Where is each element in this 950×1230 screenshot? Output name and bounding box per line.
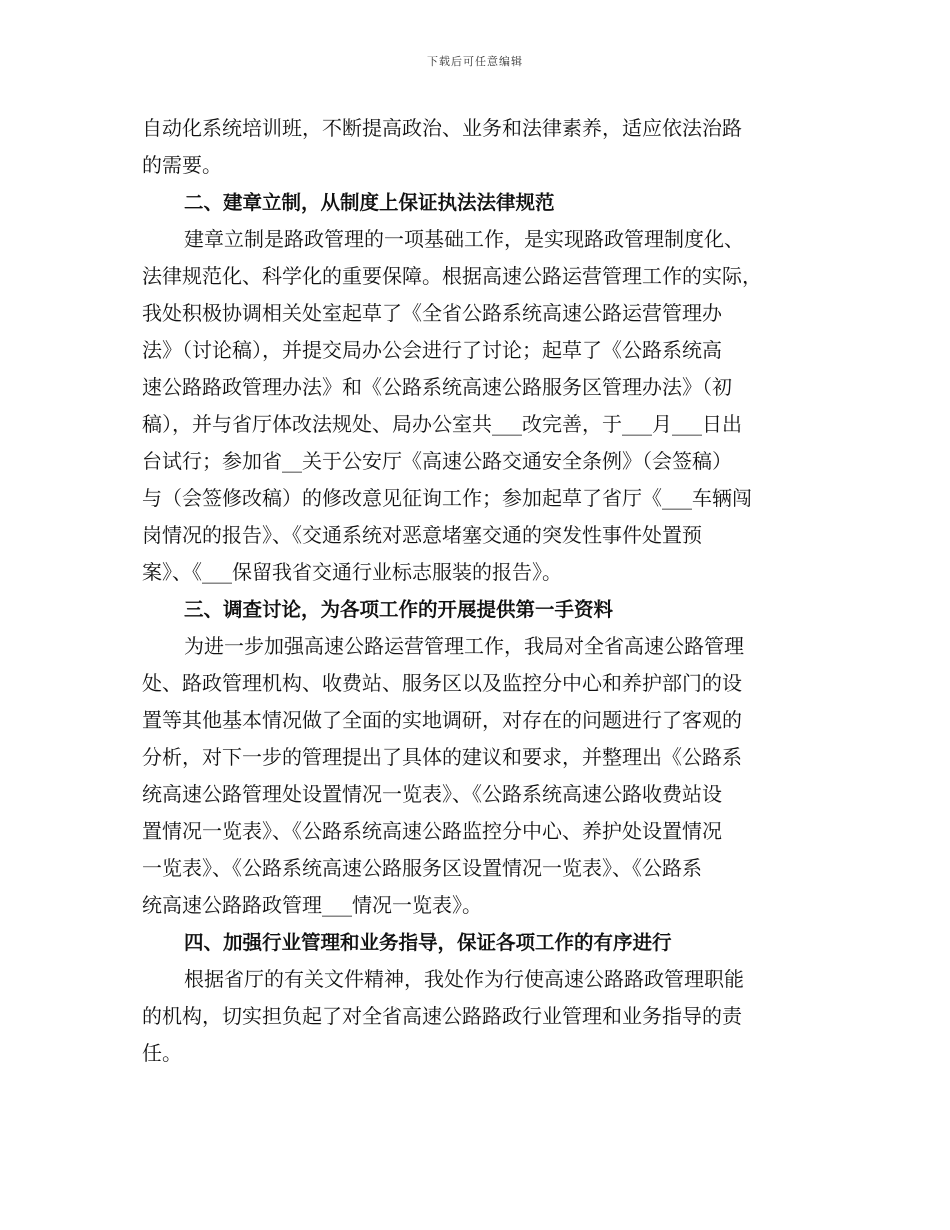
body-line: 置情况一览表》、《公路系统高速公路监控分中心、养护处设置情况 [142, 819, 722, 843]
body-line: 处、路政管理机构、收费站、服务区以及监控分中心和养护部门的设 [142, 671, 742, 695]
section-heading: 四、加强行业管理和业务指导，保证各项工作的有序进行 [184, 931, 672, 954]
body-line: 自动化系统培训班，不断提高政治、业务和法律素养，适应依法治路 [142, 116, 742, 140]
body-line: 根据省厅的有关文件精神，我处作为行使高速公路路政管理职能 [184, 967, 744, 991]
body-line: 统高速公路路政管理___情况一览表》。 [142, 893, 482, 917]
body-line: 置等其他基本情况做了全面的实地调研，对存在的问题进行了客观的 [142, 708, 742, 732]
body-line: 案》、《___保留我省交通行业标志服装的报告》。 [142, 560, 562, 584]
body-line: 的机构，切实担负起了对全省高速公路路政行业管理和业务指导的责 [142, 1004, 742, 1028]
document-body [142, 110, 812, 1072]
body-line: 统高速公路管理处设置情况一览表》、《公路系统高速公路收费站设 [142, 782, 722, 806]
body-line: 速公路路政管理办法》和《公路系统高速公路服务区管理办法》（初 [142, 375, 732, 399]
body-line: 稿），并与省厅体改法规处、局办公室共___改完善，于___月___日出 [142, 412, 742, 436]
body-line: 我处积极协调相关处室起草了《全省公路系统高速公路运营管理办 [142, 301, 722, 325]
body-line: 岗情况的报告》、《交通系统对恶意堵塞交通的突发性事件处置预 [142, 523, 702, 547]
body-line: 台试行；参加省__关于公安厅《高速公路交通安全条例》（会签稿） [142, 449, 732, 473]
body-line: 任。 [142, 1041, 182, 1065]
body-line: 建章立制是路政管理的一项基础工作，是实现路政管理制度化、 [184, 227, 744, 251]
body-line: 法律规范化、科学化的重要保障。根据高速公路运营管理工作的实际， [142, 264, 762, 288]
body-line: 为进一步加强高速公路运营管理工作，我局对全省高速公路管理 [184, 634, 744, 658]
body-line: 法》（讨论稿），并提交局办公会进行了讨论；起草了《公路系统高 [142, 338, 722, 362]
section-heading: 三、调查讨论，为各项工作的开展提供第一手资料 [184, 598, 614, 621]
section-heading: 二、建章立制，从制度上保证执法法律规范 [184, 191, 555, 214]
body-line: 的需要。 [142, 153, 222, 177]
body-line: 分析，对下一步的管理提出了具体的建议和要求，并整理出《公路系 [142, 745, 742, 769]
page-header-note: 下载后可任意编辑 [427, 55, 523, 68]
body-line: 与（会签修改稿）的修改意见征询工作；参加起草了省厅《___车辆闯 [142, 486, 752, 510]
body-line: 一览表》、《公路系统高速公路服务区设置情况一览表》、《公路系 [142, 856, 702, 880]
